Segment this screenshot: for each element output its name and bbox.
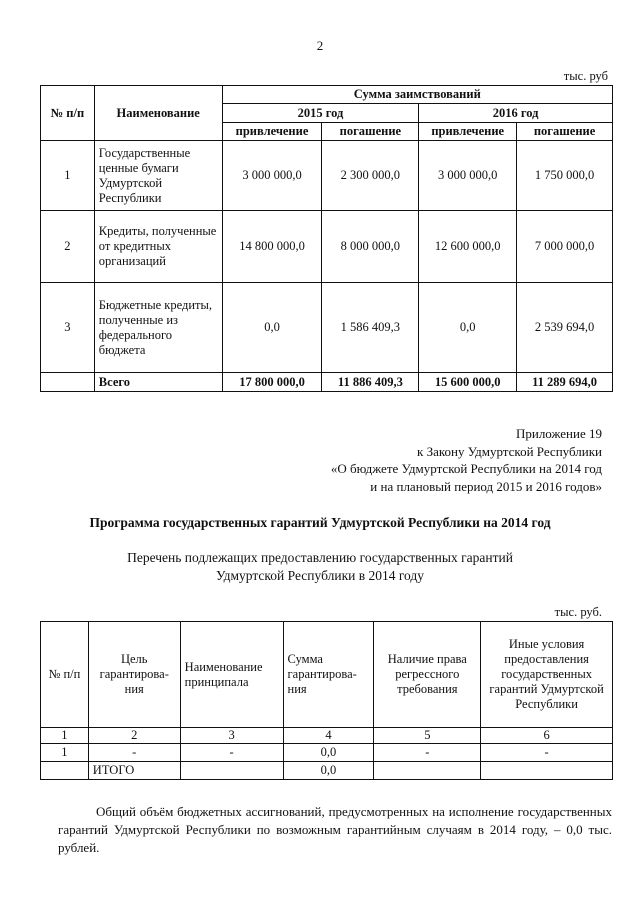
total-row: [41, 762, 613, 780]
total-empty: [41, 373, 95, 392]
column-number: 2: [88, 728, 180, 744]
appendix-line: «О бюджете Удмуртской Республики на 2014 год: [330, 461, 602, 476]
table2-unit: тыс. руб.: [554, 605, 602, 619]
column-number: 6: [481, 728, 613, 744]
program-title: Программа государственных гарантий Удмуртской Республики на 2014 год: [89, 515, 551, 530]
total-empty: [180, 762, 283, 780]
total-value: 11 289 694,0: [517, 373, 613, 392]
row-value: 0,0: [419, 283, 517, 373]
row-value: 8 000 000,0: [322, 211, 419, 283]
header-year-2015: 2015 год: [222, 104, 419, 123]
appendix-block: [331, 425, 602, 495]
appendix-line: и на плановый период 2015 и 2016 годов»: [370, 478, 602, 494]
column-number: 1: [41, 728, 89, 744]
total-empty: [481, 762, 613, 780]
row-other: -: [481, 744, 613, 762]
table-row: [41, 211, 613, 283]
header-attract-2016: привлечение: [419, 123, 517, 141]
header-num: № п/п: [41, 86, 95, 141]
row-value: 14 800 000,0: [222, 211, 322, 283]
table-row: [41, 283, 613, 373]
program-subtitle: [0, 549, 640, 584]
column-number: 4: [283, 728, 374, 744]
total-value: 11 886 409,3: [322, 373, 419, 392]
total-label: ИТОГО: [88, 762, 180, 780]
row-name: Бюджетные кредиты, полученные из федерального бюджета: [94, 283, 222, 373]
header-amount: Сумма гарантирова-ния: [283, 622, 374, 728]
guarantees-table: [40, 621, 613, 780]
row-num: 2: [41, 211, 95, 283]
row-value: 3 000 000,0: [222, 141, 322, 211]
header-purpose: Цель гарантирова-ния: [88, 622, 180, 728]
total-value: 17 800 000,0: [222, 373, 322, 392]
subtitle-line: Перечень подлежащих предоставлению государственных гарантий: [127, 550, 513, 565]
row-value: 12 600 000,0: [419, 211, 517, 283]
total-row: [41, 373, 613, 392]
table-row: [41, 141, 613, 211]
appendix-line: Приложение 19: [515, 426, 602, 441]
header-num: № п/п: [41, 622, 89, 728]
column-number: 3: [180, 728, 283, 744]
row-value: 1 586 409,3: [322, 283, 419, 373]
table-row: [41, 744, 613, 762]
borrowings-table: [40, 85, 613, 392]
row-num: 3: [41, 283, 95, 373]
row-value: 2 539 694,0: [517, 283, 613, 373]
row-amount: 0,0: [283, 744, 374, 762]
header-name: Наименование: [94, 86, 222, 141]
header-year-2016: 2016 год: [419, 104, 613, 123]
header-principal: Наименование принципала: [180, 622, 283, 728]
total-empty: [41, 762, 89, 780]
total-amount: 0,0: [283, 762, 374, 780]
row-num: 1: [41, 141, 95, 211]
row-num: 1: [41, 744, 89, 762]
row-name: Кредиты, полученные от кредитных организаций: [94, 211, 222, 283]
header-repay-2016: погашение: [517, 123, 613, 141]
row-value: 1 750 000,0: [517, 141, 613, 211]
header-repay-2015: погашение: [322, 123, 419, 141]
total-label: Всего: [94, 373, 222, 392]
header-attract-2015: привлечение: [222, 123, 322, 141]
header-other: Иные условия предоставления государственных гарантий Удмуртской Республики: [481, 622, 613, 728]
row-name: Государственные ценные бумаги Удмуртской Республики: [94, 141, 222, 211]
header-recourse: Наличие права регрессного требования: [374, 622, 481, 728]
subtitle-line: Удмуртской Республики в 2014 году: [215, 567, 425, 583]
row-value: 7 000 000,0: [517, 211, 613, 283]
appendix-line: к Закону Удмуртской Республики: [417, 443, 602, 459]
row-principal: -: [180, 744, 283, 762]
row-value: 3 000 000,0: [419, 141, 517, 211]
total-empty: [374, 762, 481, 780]
page-number: 2: [316, 38, 324, 53]
summary-paragraph: Общий объём бюджетных ассигнований, предусмотренных на исполнение государственных гарантий Удмуртской Республики по возможным гарантийным случаям в 2014 году, – 0,0 тыс. рублей.: [58, 804, 612, 855]
row-recourse: -: [374, 744, 481, 762]
row-value: 0,0: [222, 283, 322, 373]
table1-unit: тыс. руб: [563, 69, 608, 83]
header-sum: Сумма заимствований: [222, 86, 612, 104]
row-value: 2 300 000,0: [322, 141, 419, 211]
total-value: 15 600 000,0: [419, 373, 517, 392]
column-number: 5: [374, 728, 481, 744]
row-purpose: -: [88, 744, 180, 762]
column-numbers-row: [41, 728, 613, 744]
